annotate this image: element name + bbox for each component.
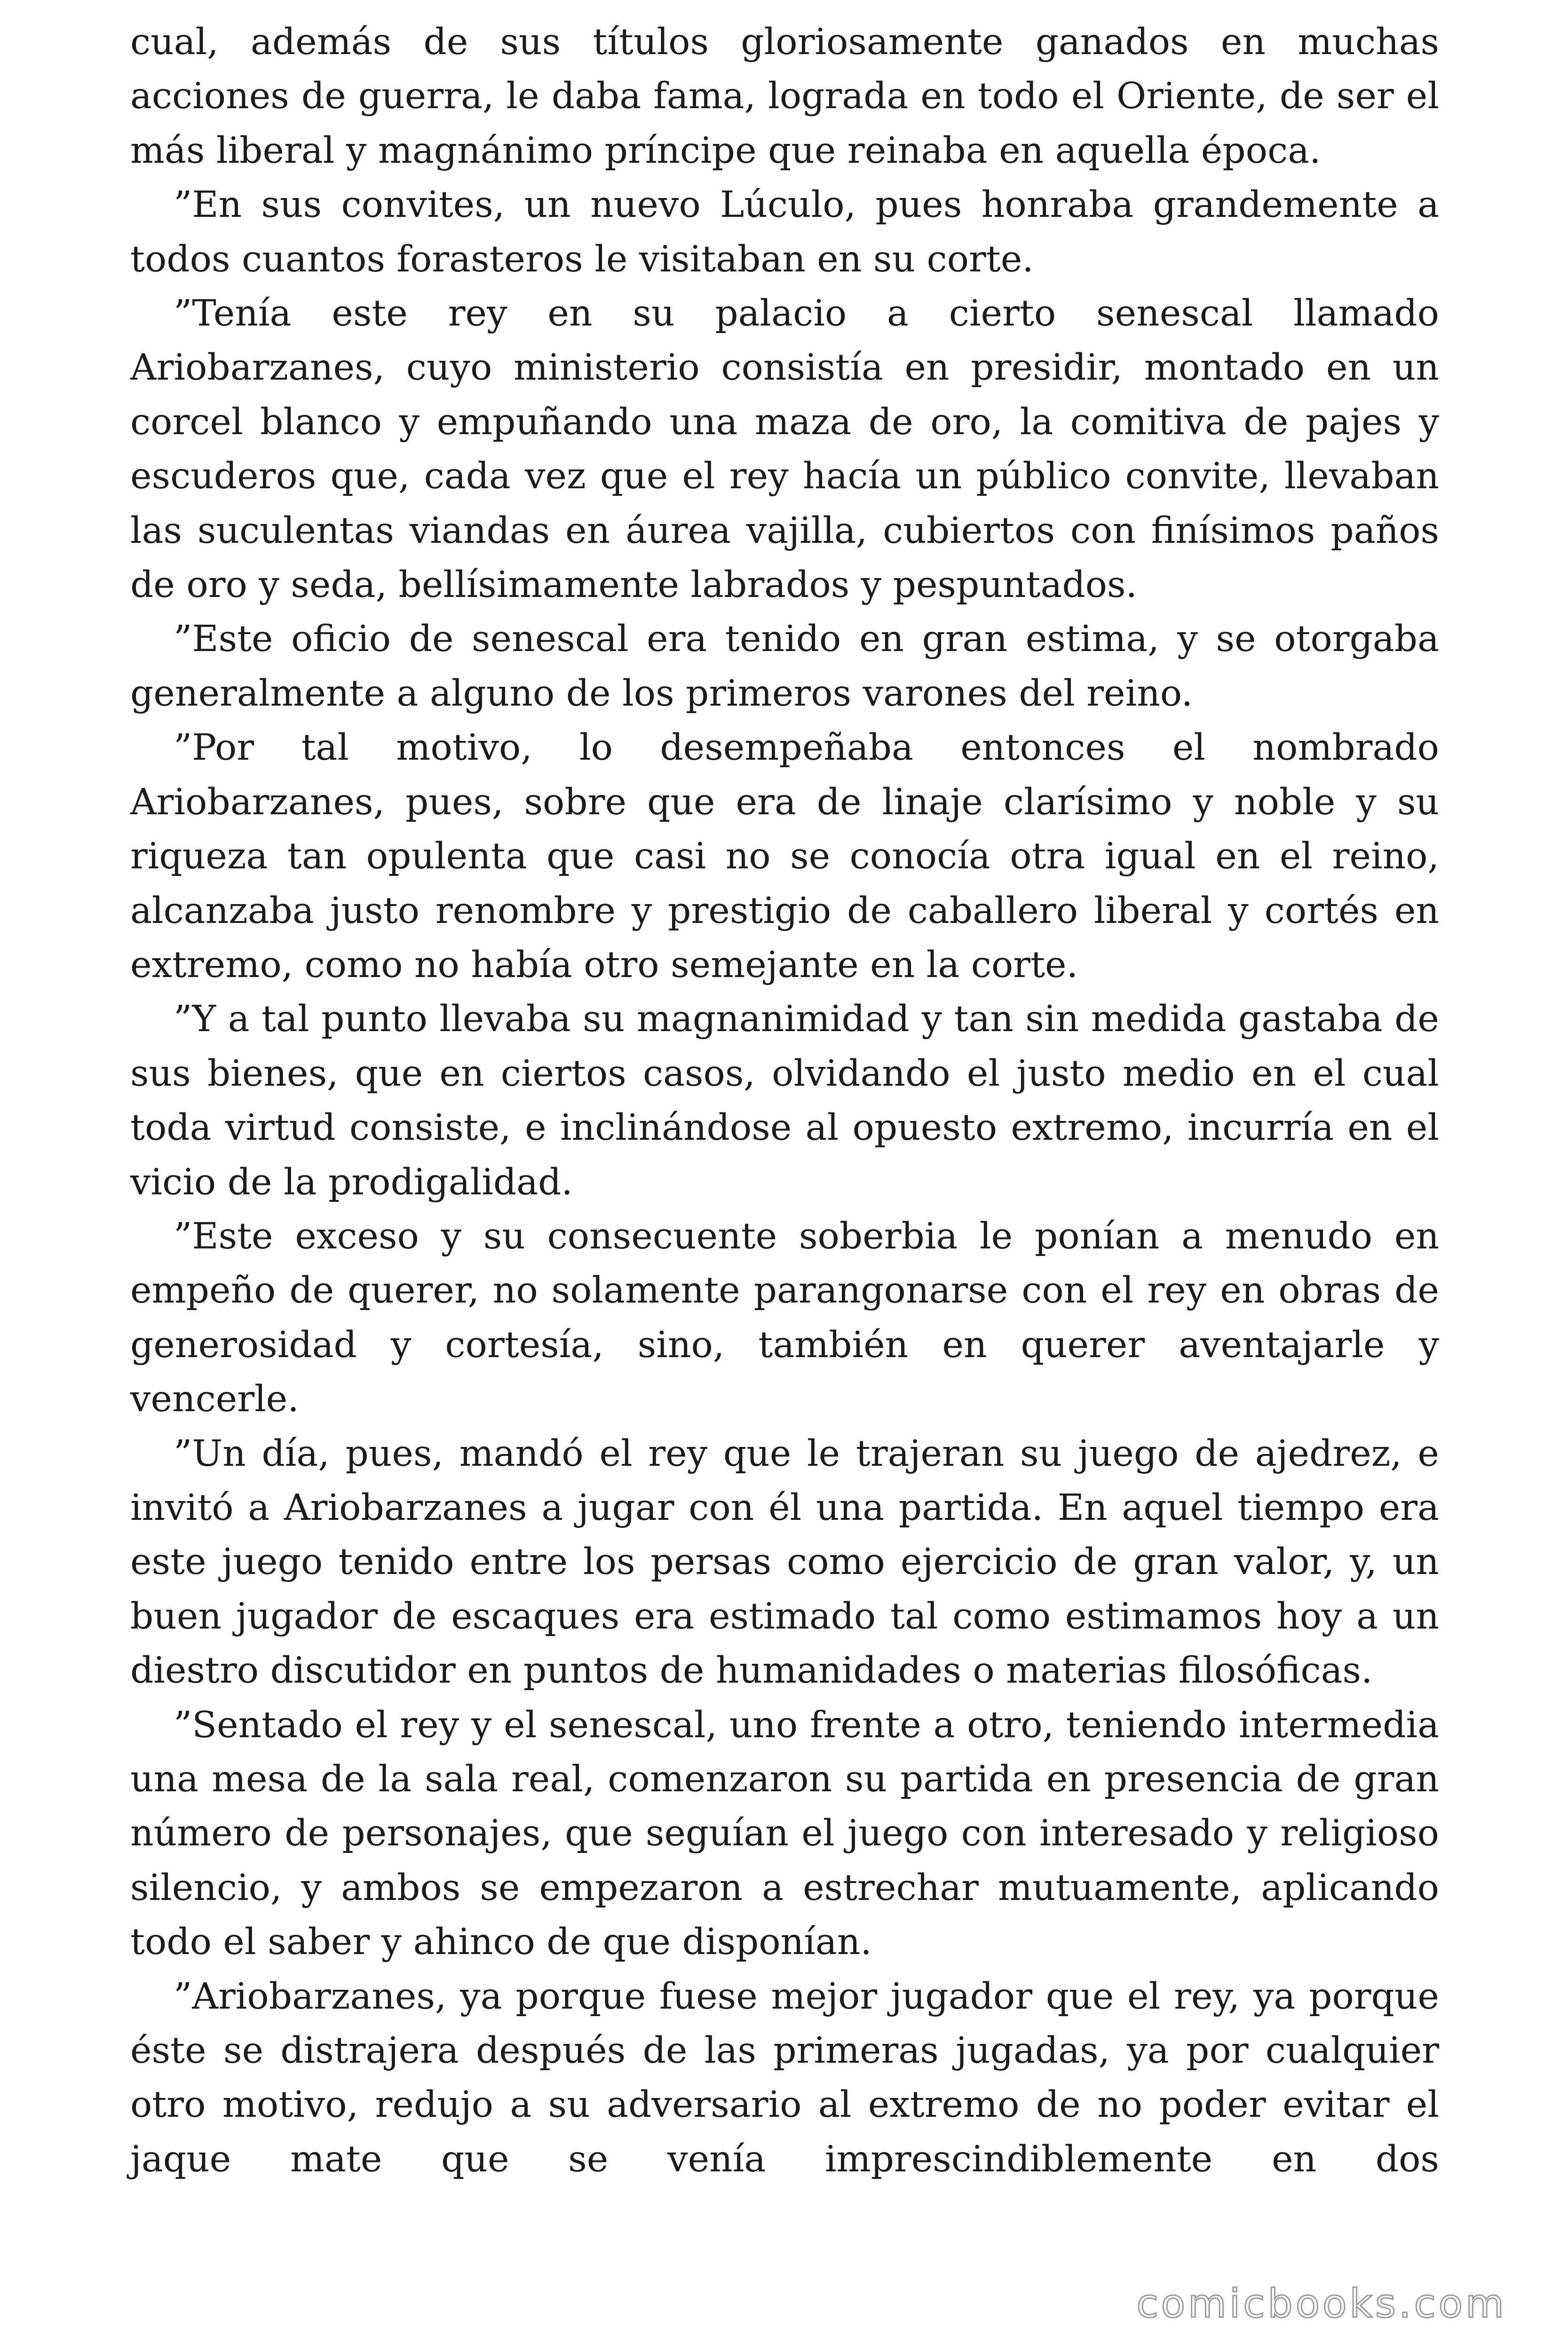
paragraph-4: ”Este oficio de senescal era tenido en gran estima, y se otorgaba generalmente a alguno de los primeros varones del reino.: [130, 618, 1439, 715]
body-text: [130, 15, 1439, 2186]
paragraph-5: ”Por tal motivo, lo desempeñaba entonces el nombrado Ariobarzanes, pues, sobre que era de linaje clarísimo y noble y su riqueza tan opulenta que casi no se conocía otra igual en el reino, alcanzaba justo renombre y prestigio de caballero liberal y cortés en extremo, como no había otro semejante en la corte.: [130, 727, 1439, 986]
paragraph-2: ”En sus convites, un nuevo Lúculo, pues honraba grandemente a todos cuantos forasteros le visitaban en su corte.: [130, 184, 1439, 280]
paragraph-1: cual, además de sus títulos gloriosamente ganados en muchas acciones de guerra, le daba fama, lograda en todo el Oriente, de ser el más liberal y magnánimo príncipe que reinaba en aquella época.: [130, 21, 1439, 172]
paragraph-7: ”Este exceso y su consecuente soberbia le ponían a menudo en empeño de querer, no solamente parangonarse con el rey en obras de generosidad y cortesía, sino, también en querer aventajarle y vencerle.: [130, 1215, 1439, 1421]
watermark-logo: comicbooks.com: [1136, 2280, 1507, 2327]
paragraph-9: ”Sentado el rey y el senescal, uno frente a otro, teniendo intermedia una mesa de la sala real, comenzaron su partida en presencia de gran número de personajes, que seguían el juego con interesado y religioso silencio, y ambos se empezaron a estrechar mutuamente, aplicando todo el saber y ahinco de que disponían.: [130, 1704, 1439, 1963]
paragraph-3: ”Tenía este rey en su palacio a cierto senescal llamado Ariobarzanes, cuyo ministerio consistía en presidir, montado en un corcel blanco y empuñando una maza de oro, la comitiva de pajes y escuderos que, cada vez que el rey hacía un público convite, llevaban las suculentas viandas en áurea vajilla, cubiertos con finísimos paños de oro y seda, bellísimamente labrados y pespuntados.: [130, 293, 1439, 606]
paragraph-6: ”Y a tal punto llevaba su magnanimidad y tan sin medida gastaba de sus bienes, que en ciertos casos, olvidando el justo medio en el cual toda virtud consiste, e inclinándose al opuesto extremo, incurría en el vicio de la prodigalidad.: [130, 998, 1439, 1203]
paragraph-8: ”Un día, pues, mandó el rey que le trajeran su juego de ajedrez, e invitó a Ariobarzanes a jugar con él una partida. En aquel tiempo era este juego tenido entre los persas como ejercicio de gran valor, y, un buen jugador de escaques era estimado tal como estimamos hoy a un diestro discutidor en puntos de humanidades o materias filosóficas.: [130, 1432, 1439, 1692]
paragraph-10: ”Ariobarzanes, ya porque fuese mejor jugador que el rey, ya porque éste se distrajera después de las primeras jugadas, ya por cualquier otro motivo, redujo a su adversario al extremo de no poder evitar el jaque mate que se venía imprescindiblemente en dos: [130, 1975, 1439, 2180]
